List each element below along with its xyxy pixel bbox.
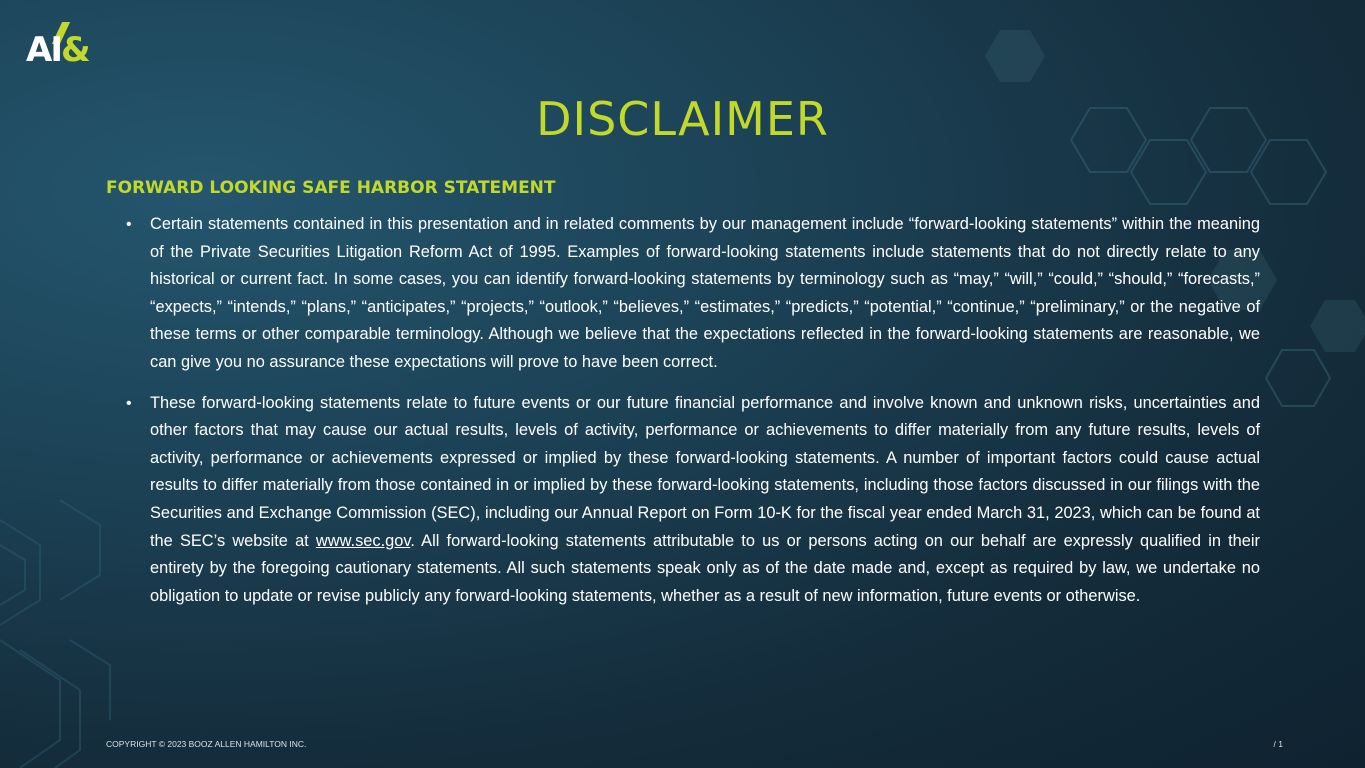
bullet-text: Certain statements contained in this presentation and in related comments by our management include “forward-looking statements” within the meaning of the Private Securities Litigation Reform Act of 1995. Examples of forward-looking statements include statements that do not directly relate to any historical or current fact. In some cases, you can identify forward-looking statements by terminology such as “may,” “will,” “could,” “should,” “forecasts,” “expects,” “intends,” “plans,” “anticipates,” “projects,” “outlook,” “believes,” “estimates,” “predicts,” “potential,” “continue,” “preliminary,” or the negative of these terms or other comparable terminology. Although we believe that the expectations reflected in the forward-looking statements are reasonable, we can give you no assurance these expectations will prove to have been correct.	[150, 215, 1260, 371]
logo-ampersand-text: &	[60, 30, 89, 70]
sec-website-link[interactable]: www.sec.gov	[315, 531, 411, 550]
logo-text	[26, 30, 89, 70]
disclaimer-bullet-1	[126, 211, 1260, 377]
disclaimer-bullet-2	[126, 390, 1260, 611]
footer-copyright: COPYRIGHT © 2023 BOOZ ALLEN HAMILTON INC.	[106, 739, 307, 749]
footer-page-number: / 1	[1273, 739, 1283, 749]
page-title: DISCLAIMER	[536, 92, 829, 146]
bullet-dot-icon: •	[126, 216, 132, 233]
section-heading: FORWARD LOOKING SAFE HARBOR STATEMENT	[106, 178, 556, 198]
bullet-text-before-link: These forward-looking statements relate to future events or our future financial performance and involve known and unknown risks, uncertainties and other factors that may cause our actual results, levels of activity, performance or achievements to differ materially from any future results, levels of activity, performance or achievements expressed or implied by these forward-looking statements. A number of important factors could cause actual results to differ materially from those contained in or implied by these forward-looking statements, including those factors discussed in our filings with the Securities and Exchange Commission (SEC), including our Annual Report on Form 10-K for the fiscal year ended March 31, 2023, which can be found at the SEC’s website at	[150, 393, 1260, 550]
disclaimer-bullet-list	[126, 211, 1260, 623]
ai-and-logo	[26, 22, 98, 72]
bullet-dot-icon: •	[126, 394, 132, 412]
logo-ai-text: AI	[26, 30, 61, 70]
bullet-text-after-link: . All forward-looking statements attributable to us or persons acting on our behalf are expressly qualified in their entirety by the foregoing cautionary statements. All such statements speak only as of the date made and, except as required by law, we undertake no obligation to update or revise publicly any forward-looking statements, whether as a result of new information, future events or otherwise.	[150, 531, 1260, 605]
